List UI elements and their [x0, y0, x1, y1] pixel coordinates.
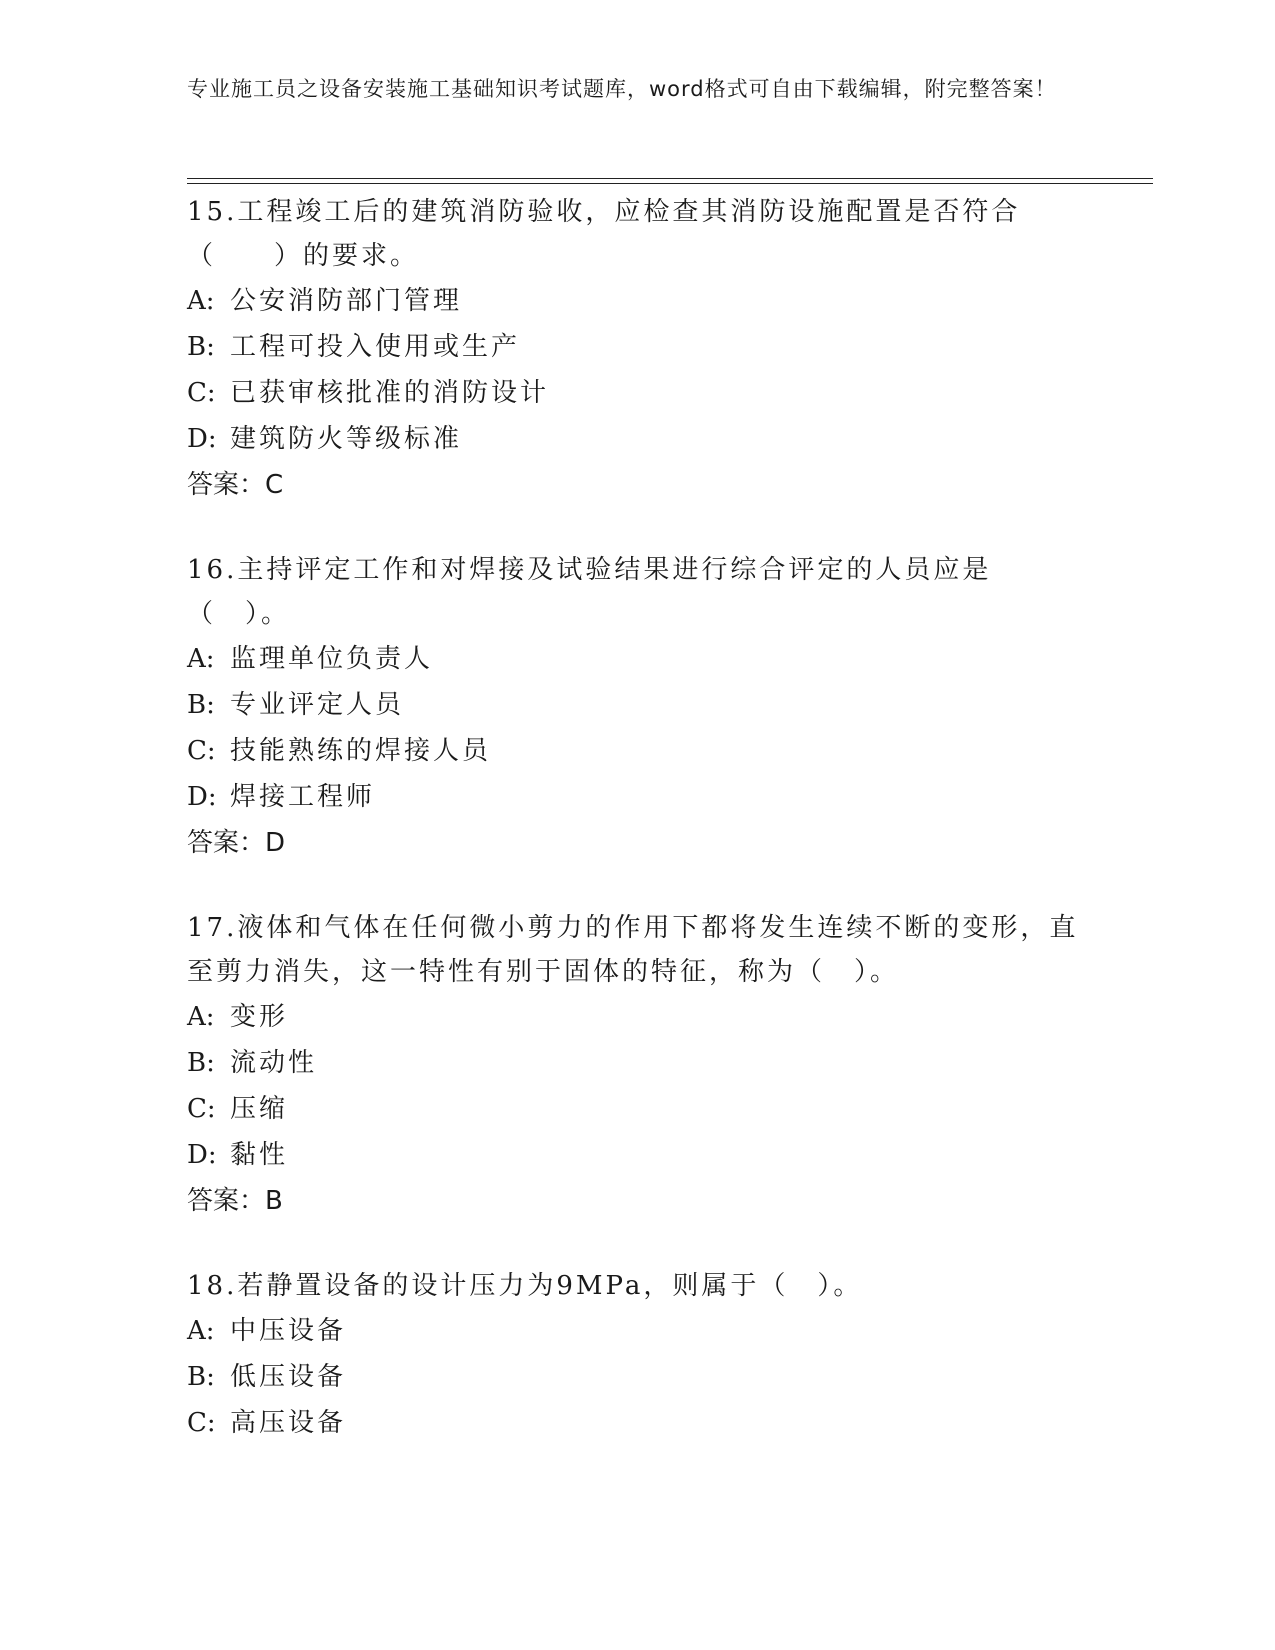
question-18 [187, 1264, 1087, 1446]
option-text: 变形 [230, 1002, 289, 1032]
option-letter: C: [187, 1408, 216, 1438]
answer-label: 答案：C [187, 470, 284, 500]
option-letter: D: [187, 782, 217, 812]
question-stem: 16.主持评定工作和对焊接及试验结果进行综合评定的人员应是（ ）。 [187, 555, 992, 629]
option-text: 流动性 [230, 1048, 318, 1078]
option-b [187, 682, 1087, 728]
option-letter: C: [187, 1094, 216, 1124]
header-divider-bottom [187, 183, 1153, 184]
question-16 [187, 548, 1087, 866]
option-d [187, 1132, 1087, 1178]
option-letter: B: [187, 332, 215, 362]
answer-label: 答案：D [187, 828, 286, 858]
option-text: 中压设备 [230, 1316, 347, 1346]
option-text: 建筑防火等级标准 [230, 424, 463, 454]
option-text: 公安消防部门管理 [230, 286, 463, 316]
question-stem: 15.工程竣工后的建筑消防验收，应检查其消防设施配置是否符合（ ）的要求。 [187, 197, 1021, 271]
question-15 [187, 190, 1087, 508]
option-text: 专业评定人员 [230, 690, 405, 720]
option-text: 黏性 [230, 1140, 289, 1170]
option-text: 压缩 [230, 1094, 289, 1124]
option-b [187, 1040, 1087, 1086]
document-header-title: 专业施工员之设备安装施工基础知识考试题库，word格式可自由下载编辑，附完整答案！ [187, 77, 1057, 101]
option-letter: A: [187, 1316, 215, 1346]
option-c [187, 728, 1087, 774]
option-letter: D: [187, 424, 217, 454]
question-17 [187, 906, 1087, 1224]
option-c [187, 1400, 1087, 1446]
option-c [187, 1086, 1087, 1132]
option-d [187, 416, 1087, 462]
question-stem: 18.若静置设备的设计压力为9MPa，则属于（ ）。 [187, 1271, 863, 1301]
option-letter: B: [187, 1362, 215, 1392]
header-divider-top [187, 178, 1153, 179]
question-list [187, 190, 1087, 1486]
option-text: 已获审核批准的消防设计 [230, 378, 550, 408]
option-d [187, 774, 1087, 820]
option-letter: C: [187, 736, 216, 766]
answer-label: 答案：B [187, 1186, 283, 1216]
option-text: 技能熟练的焊接人员 [230, 736, 492, 766]
option-letter: C: [187, 378, 216, 408]
option-letter: D: [187, 1140, 217, 1170]
option-a [187, 994, 1087, 1040]
option-letter: A: [187, 1002, 215, 1032]
option-b [187, 324, 1087, 370]
option-b [187, 1354, 1087, 1400]
option-text: 监理单位负责人 [230, 644, 434, 674]
option-a [187, 278, 1087, 324]
option-text: 低压设备 [230, 1362, 347, 1392]
option-text: 高压设备 [230, 1408, 347, 1438]
option-letter: B: [187, 1048, 215, 1078]
option-letter: B: [187, 690, 215, 720]
option-letter: A: [187, 286, 215, 316]
option-text: 焊接工程师 [230, 782, 376, 812]
question-stem: 17.液体和气体在任何微小剪力的作用下都将发生连续不断的变形，直至剪力消失，这一特性有别于固体的特征，称为（ ）。 [187, 913, 1079, 987]
option-text: 工程可投入使用或生产 [230, 332, 521, 362]
option-c [187, 370, 1087, 416]
option-a [187, 1308, 1087, 1354]
option-a [187, 636, 1087, 682]
option-letter: A: [187, 644, 215, 674]
